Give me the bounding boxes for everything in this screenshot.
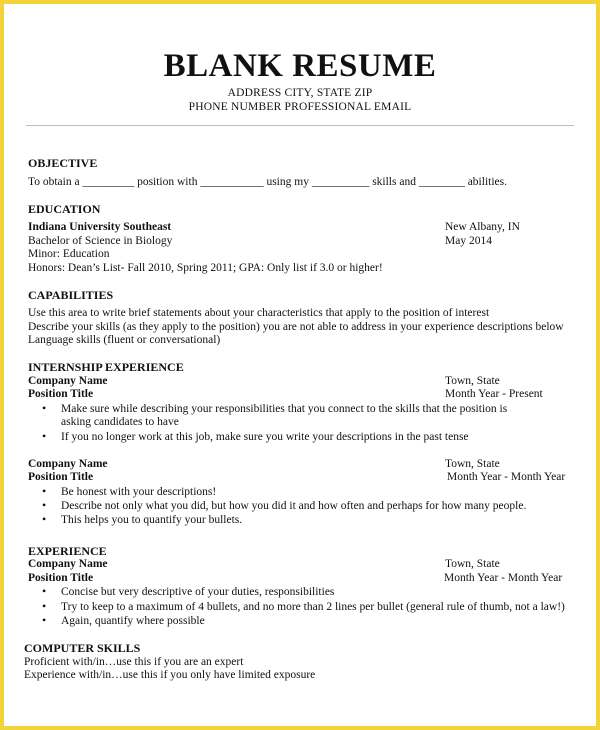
resume-title: BLANK RESUME <box>163 48 437 84</box>
bullet-text: Be honest with your descriptions! <box>61 486 217 498</box>
bullet-text: asking candidates to have <box>61 416 179 428</box>
company-location: Town, State <box>445 375 500 387</box>
objective-text: To obtain a _________ position with ___________ using my __________ skills and ________ abilities. <box>28 176 507 188</box>
bullet-icon: • <box>42 498 47 512</box>
bullet-icon: • <box>42 584 47 598</box>
bullet-text: Concise but very descriptive of your duties, responsibilities <box>61 586 335 598</box>
position-dates: Month Year - Present <box>445 388 543 400</box>
contact-line: PHONE NUMBER PROFESSIONAL EMAIL <box>188 101 412 113</box>
resume-page <box>4 4 596 726</box>
address-line: ADDRESS CITY, STATE ZIP <box>227 87 373 99</box>
bullet-icon: • <box>42 599 47 613</box>
position-title: Position Title <box>28 388 94 400</box>
honors: Honors: Dean’s List- Fall 2010, Spring 2011; GPA: Only list if 3.0 or higher! <box>28 262 383 274</box>
education-heading: EDUCATION <box>28 202 101 216</box>
computer-skills-heading: COMPUTER SKILLS <box>24 641 141 655</box>
company-name: Company Name <box>28 558 108 570</box>
capabilities-heading: CAPABILITIES <box>28 288 114 302</box>
capability-line: Describe your skills (as they apply to the position) you are not able to address in your experience descriptions below <box>28 321 564 333</box>
internship-heading: INTERNSHIP EXPERIENCE <box>28 360 184 374</box>
school-name: Indiana University Southeast <box>28 221 172 233</box>
degree: Bachelor of Science in Biology <box>28 235 173 247</box>
position-title: Position Title <box>28 572 94 584</box>
position-dates: Month Year - Month Year <box>444 572 563 584</box>
objective-heading: OBJECTIVE <box>28 156 98 170</box>
bullet-icon: • <box>42 484 47 498</box>
bullet-icon: • <box>42 401 47 415</box>
company-location: Town, State <box>445 458 500 470</box>
bullet-text: Try to keep to a maximum of 4 bullets, and no more than 2 lines per bullet (general rule of thumb, not a law!) <box>61 601 565 613</box>
bullet-icon: • <box>42 512 47 526</box>
experience-heading: EXPERIENCE <box>28 544 107 558</box>
graduation-date: May 2014 <box>445 235 492 247</box>
computer-skill-line: Experience with/in…use this if you only have limited exposure <box>24 669 316 681</box>
company-name: Company Name <box>28 375 108 387</box>
minor: Minor: Education <box>28 248 110 260</box>
bullet-icon: • <box>42 429 47 443</box>
computer-skill-line: Proficient with/in…use this if you are an expert <box>24 656 244 668</box>
position-title: Position Title <box>28 471 94 483</box>
bullet-text: Describe not only what you did, but how you did it and how often and perhaps for how many people. <box>61 500 527 512</box>
company-name: Company Name <box>28 458 108 470</box>
position-dates: Month Year - Month Year <box>447 471 566 483</box>
capability-line: Use this area to write brief statements about your characteristics that apply to the position of interest <box>28 307 490 319</box>
company-location: Town, State <box>445 558 500 570</box>
bullet-text: This helps you to quantify your bullets. <box>61 514 243 526</box>
header-divider <box>26 125 574 126</box>
bullet-text: If you no longer work at this job, make sure you write your descriptions in the past tense <box>61 431 469 443</box>
bullet-text: Again, quantify where possible <box>61 615 205 627</box>
school-location: New Albany, IN <box>445 221 520 233</box>
bullet-text: Make sure while describing your responsibilities that you connect to the skills that the position is <box>61 403 508 415</box>
capability-line: Language skills (fluent or conversational) <box>28 334 221 346</box>
bullet-icon: • <box>42 613 47 627</box>
